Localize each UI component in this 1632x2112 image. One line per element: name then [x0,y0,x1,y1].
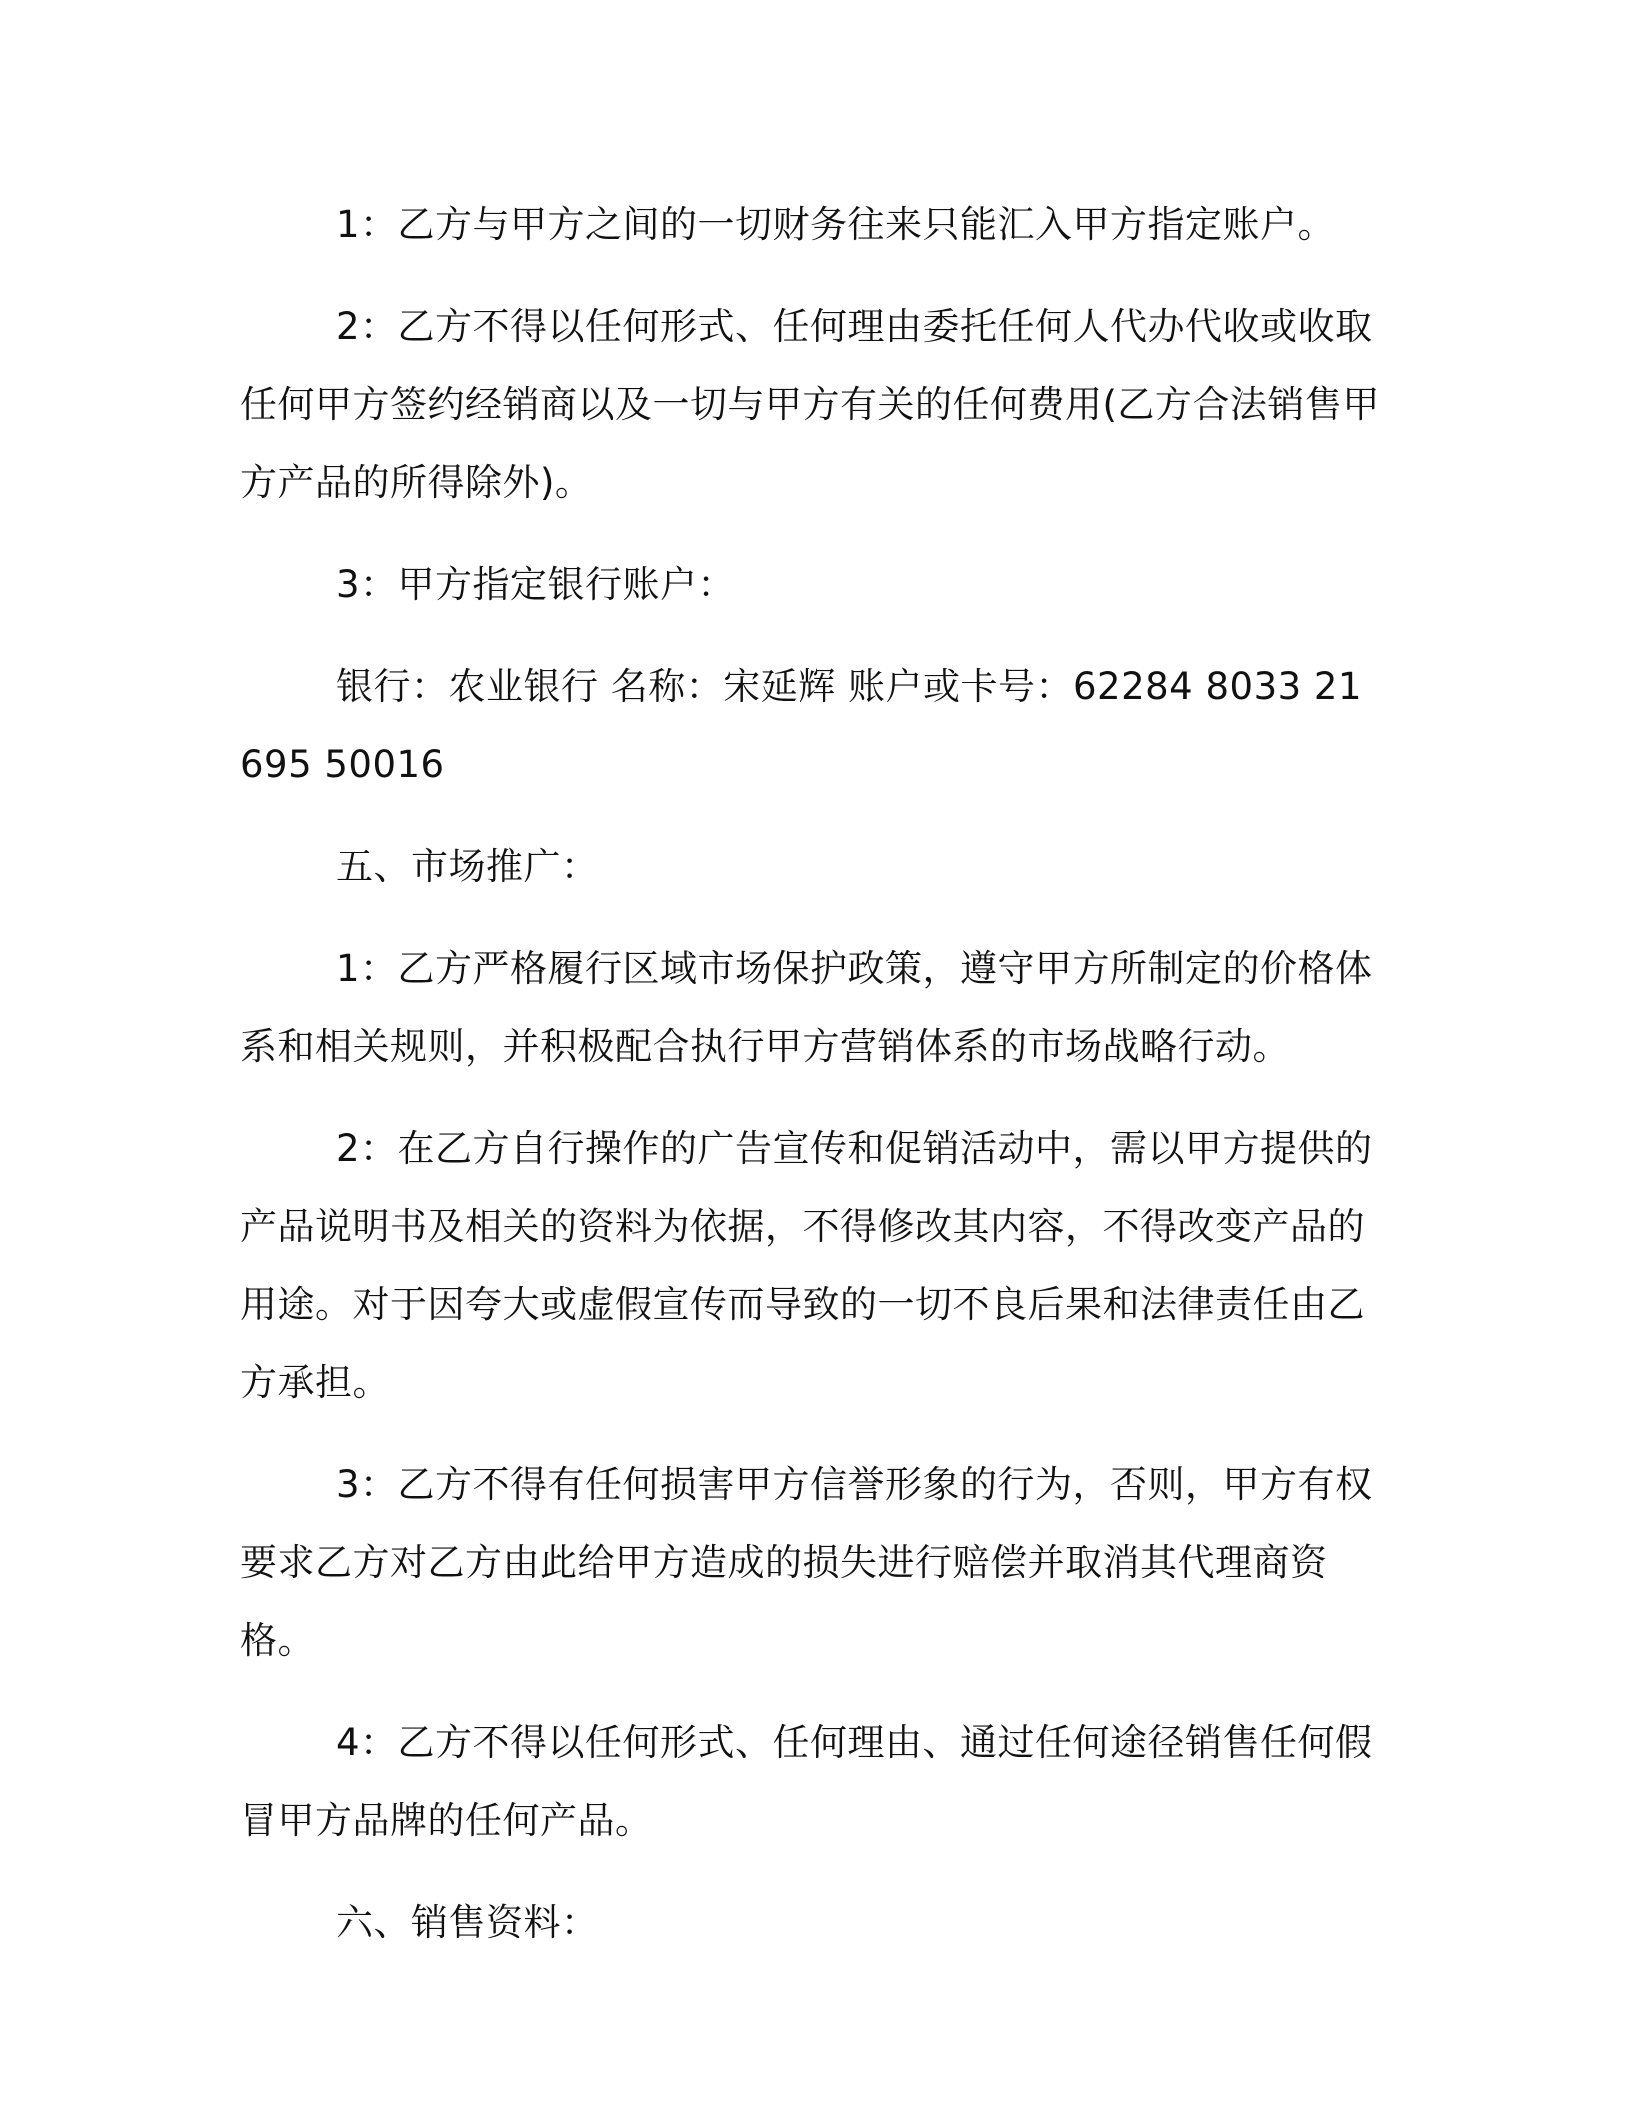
paragraph-finance-3: 3：甲方指定银行账户： [336,563,736,606]
paragraph-bank-account: 银行：农业银行 名称：宋延辉 账户或卡号：62284 8033 21695 50016 [240,665,1362,786]
section-heading-market-promotion: 五、市场推广： [336,845,599,888]
paragraph-finance-1: 1：乙方与甲方之间的一切财务往来只能汇入甲方指定账户。 [336,203,1336,246]
paragraph-market-2: 2：在乙方自行操作的广告宣传和促销活动中，需以甲方提供的产品说明书及相关的资料为依据，不得修改其内容，不得改变产品的用途。对于因夸大或虚假宣传而导致的一切不良后果和法律责任由乙方承担。 [240,1127,1373,1404]
paragraph-finance-2: 2：乙方不得以任何形式、任何理由委托任何人代办代收或收取任何甲方签约经销商以及一切与甲方有关的任何费用(乙方合法销售甲方产品的所得除外)。 [240,305,1380,504]
paragraph-market-1: 1：乙方严格履行区域市场保护政策，遵守甲方所制定的价格体系和相关规则，并积极配合执行甲方营销体系的市场战略行动。 [240,947,1373,1068]
paragraph-market-3: 3：乙方不得有任何损害甲方信誉形象的行为，否则，甲方有权要求乙方对乙方由此给甲方造成的损失进行赔偿并取消其代理商资格。 [240,1463,1373,1662]
section-heading-sales-materials: 六、销售资料： [336,1901,599,1944]
paragraph-market-4: 4：乙方不得以任何形式、任何理由、通过任何途径销售任何假冒甲方品牌的任何产品。 [240,1721,1373,1842]
document-page [240,186,1380,1962]
